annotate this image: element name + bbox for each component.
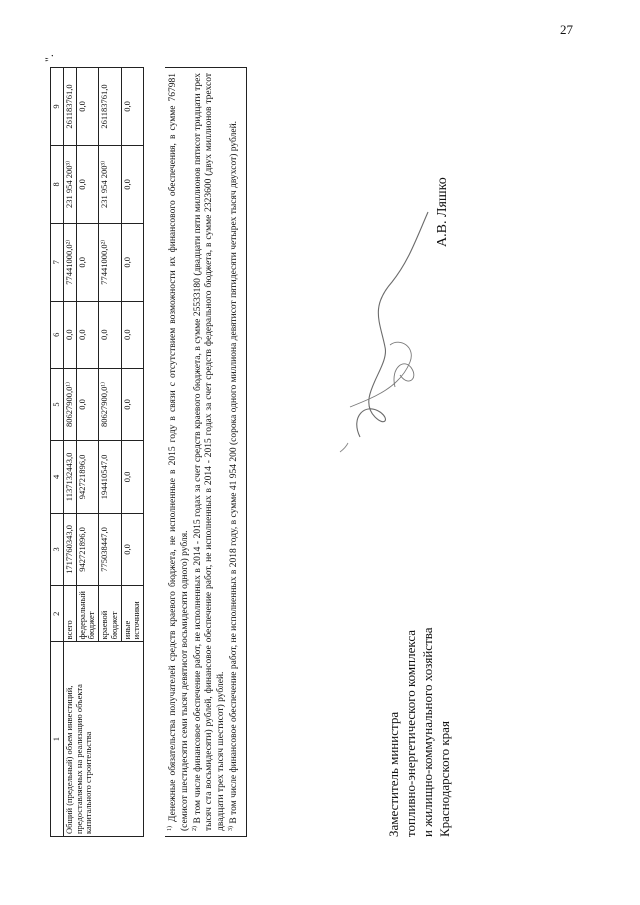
page-number: 27 bbox=[560, 22, 573, 37]
value-cell: 0,0 bbox=[121, 68, 144, 146]
value-cell: 80627900,0¹⁾ bbox=[99, 368, 122, 440]
value-cell: 0,0 bbox=[121, 223, 144, 301]
source-cell: всего bbox=[63, 586, 76, 642]
position-line: топливно-энергетического комплекса bbox=[403, 629, 419, 837]
position-line: Краснодарского края bbox=[437, 721, 453, 837]
table-row bbox=[63, 68, 76, 837]
value-cell: 0,0 bbox=[76, 223, 99, 301]
table-header-row bbox=[51, 68, 64, 837]
value-cell: 0,0 bbox=[63, 301, 76, 368]
value-cell: 0,0 bbox=[121, 513, 144, 585]
position-line: и жилищно-коммунального хозяйства bbox=[420, 627, 436, 837]
value-cell: 77441000,0²⁾ bbox=[99, 223, 122, 301]
footnote bbox=[228, 73, 241, 831]
footnote-text: В том числе финансовое обеспечение работ, не исполненных в 2014 - 2015 годах за счет средств краевого бюджета, в сумме 25533180 (двадцати пяти миллионов пятисот тридцати трех тысяч ста восьмидесяти) рублей, финансовое обеспечение работ, не исполненных в 2014 - 2015 годах за счет средств федерального бюджета, в сумме 2323600 (двух миллионов трехсот двадцати трех тысяч шестисот) рублей. bbox=[193, 72, 226, 831]
signer-name: А.В. Ляшко bbox=[435, 177, 450, 247]
header-cell: 8 bbox=[51, 145, 64, 223]
value-cell: 231 954 200³⁾ bbox=[99, 145, 122, 223]
value-cell: 0,0 bbox=[76, 145, 99, 223]
header-cell: 2 bbox=[51, 586, 64, 642]
value-cell: 942721896,0 bbox=[76, 441, 99, 513]
value-cell: 0,0 bbox=[121, 145, 144, 223]
header-cell: 1 bbox=[51, 642, 64, 837]
source-cell: иные источники bbox=[121, 586, 144, 642]
footnote-mark: 1) bbox=[167, 826, 173, 831]
header-cell: 3 bbox=[51, 513, 64, 585]
value-cell: 0,0 bbox=[76, 68, 99, 146]
value-cell: 775038447,0 bbox=[99, 513, 122, 585]
investment-table bbox=[50, 67, 144, 837]
header-cell: 9 bbox=[51, 68, 64, 146]
value-cell: 0,0 bbox=[121, 301, 144, 368]
value-cell: 1717760343,0 bbox=[63, 513, 76, 585]
position-line: Заместитель министра bbox=[386, 711, 401, 837]
footnote bbox=[167, 73, 191, 831]
value-cell: 261183761,0 bbox=[63, 68, 76, 146]
source-cell: краевой бюджет bbox=[99, 586, 122, 642]
closing-quote: ". bbox=[42, 54, 56, 62]
value-cell: 942721896,0 bbox=[76, 513, 99, 585]
signer-position bbox=[385, 628, 454, 838]
value-cell: 0,0 bbox=[76, 368, 99, 440]
source-cell: федеральный бюджет bbox=[76, 586, 99, 642]
footnote-mark: 3) bbox=[228, 826, 235, 831]
rotated-page-content bbox=[42, 54, 590, 837]
footnote bbox=[192, 73, 227, 831]
value-cell: 0,0 bbox=[121, 368, 144, 440]
handwritten-signature bbox=[330, 197, 440, 457]
value-cell: 77441000,0²⁾ bbox=[63, 223, 76, 301]
value-cell: 231 954 200³⁾ bbox=[63, 145, 76, 223]
value-cell: 261183761,0 bbox=[99, 68, 122, 146]
header-cell: 5 bbox=[51, 368, 64, 440]
value-cell: 194410547,0 bbox=[99, 441, 122, 513]
header-cell: 4 bbox=[51, 441, 64, 513]
footnotes-block bbox=[165, 67, 247, 837]
value-cell: 0,0 bbox=[121, 441, 144, 513]
header-cell: 6 bbox=[51, 301, 64, 368]
header-cell: 7 bbox=[51, 223, 64, 301]
value-cell: 0,0 bbox=[76, 301, 99, 368]
row-label-cell: Общий (предельный) объем инвестиций, предоставляемых на реализацию объекта капитального строительства bbox=[63, 642, 143, 837]
value-cell: 0,0 bbox=[99, 301, 122, 368]
footnote-text: Денежные обязательства получателей средств краевого бюджета, не исполненные в 2015 году в связи с отсутствием возможности их финансового обеспечения, в сумме 767981 (семисот шестидесяти семи тысяч девятисот восьмидесяти одного) рубля. bbox=[168, 72, 190, 831]
value-cell: 80627900,0¹⁾ bbox=[63, 368, 76, 440]
footnote-text: В том числе финансовое обеспечение работ, не исполненных в 2018 году, в сумме 41 954 200 (сорока одного миллиона девятисот пятидесяти четырех тысяч двухсот) рублей. bbox=[229, 120, 240, 824]
value-cell: 1137132443,0 bbox=[63, 441, 76, 513]
signature-block bbox=[330, 67, 470, 837]
footnote-mark: 2) bbox=[191, 826, 198, 831]
